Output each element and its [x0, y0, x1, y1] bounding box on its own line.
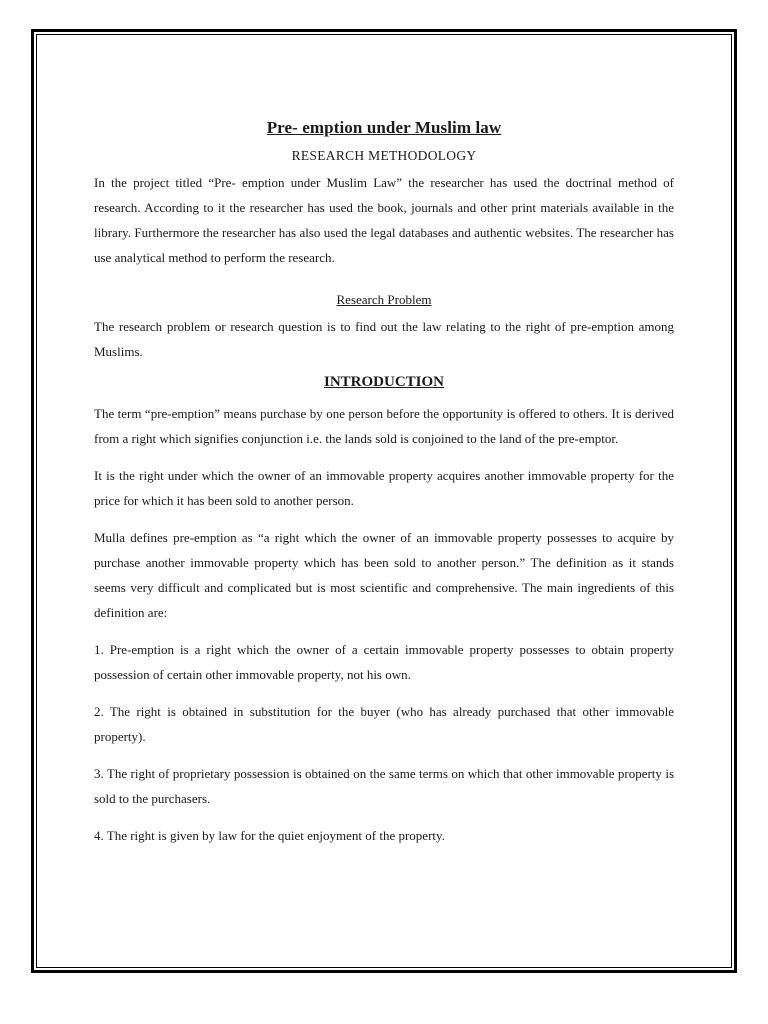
ingredient-item: 2. The right is obtained in substitution for the buyer (who has already purchased that other immovable property).: [94, 704, 674, 744]
document-body: [94, 118, 674, 848]
intro-paragraph: It is the right under which the owner of an immovable property acquires another immovable property for the price for which it has been sold to another person.: [94, 468, 674, 508]
research-problem-heading: Research Problem: [336, 292, 432, 307]
ingredient-item: 3. The right of proprietary possession is obtained on the same terms on which that other immovable property is sold to the purchasers.: [94, 766, 674, 806]
methodology-paragraph: In the project titled “Pre- emption under Muslim Law” the researcher has used the doctrinal method of research. According to it the researcher has used the book, journals and other print materials available in the library. Furthermore the researcher has also used the legal databases and authentic websites. The researcher has use analytical method to perform the research.: [94, 175, 674, 265]
intro-paragraph: The term “pre-emption” means purchase by one person before the opportunity is offered to others. It is derived from a right which signifies conjunction i.e. the lands sold is conjoined to the land of the pre-emptor.: [94, 406, 674, 446]
document-title: Pre- emption under Muslim law: [266, 118, 502, 137]
research-methodology-heading: RESEARCH METHODOLOGY: [291, 148, 477, 163]
ingredient-item: 4. The right is given by law for the quiet enjoyment of the property.: [94, 828, 445, 843]
ingredient-item: 1. Pre-emption is a right which the owner of a certain immovable property possesses to obtain property possession of certain other immovable property, not his own.: [94, 642, 674, 682]
research-problem-paragraph: The research problem or research question is to find out the law relating to the right of pre-emption among Muslims.: [94, 319, 674, 359]
introduction-heading: INTRODUCTION: [323, 374, 444, 390]
intro-paragraph: Mulla defines pre-emption as “a right which the owner of an immovable property possesses to acquire by purchase another immovable property which has been sold to another person.” The definition as it stands seems very difficult and complicated but is most scientific and comprehensive. The main ingredients of this definition are:: [94, 530, 674, 620]
